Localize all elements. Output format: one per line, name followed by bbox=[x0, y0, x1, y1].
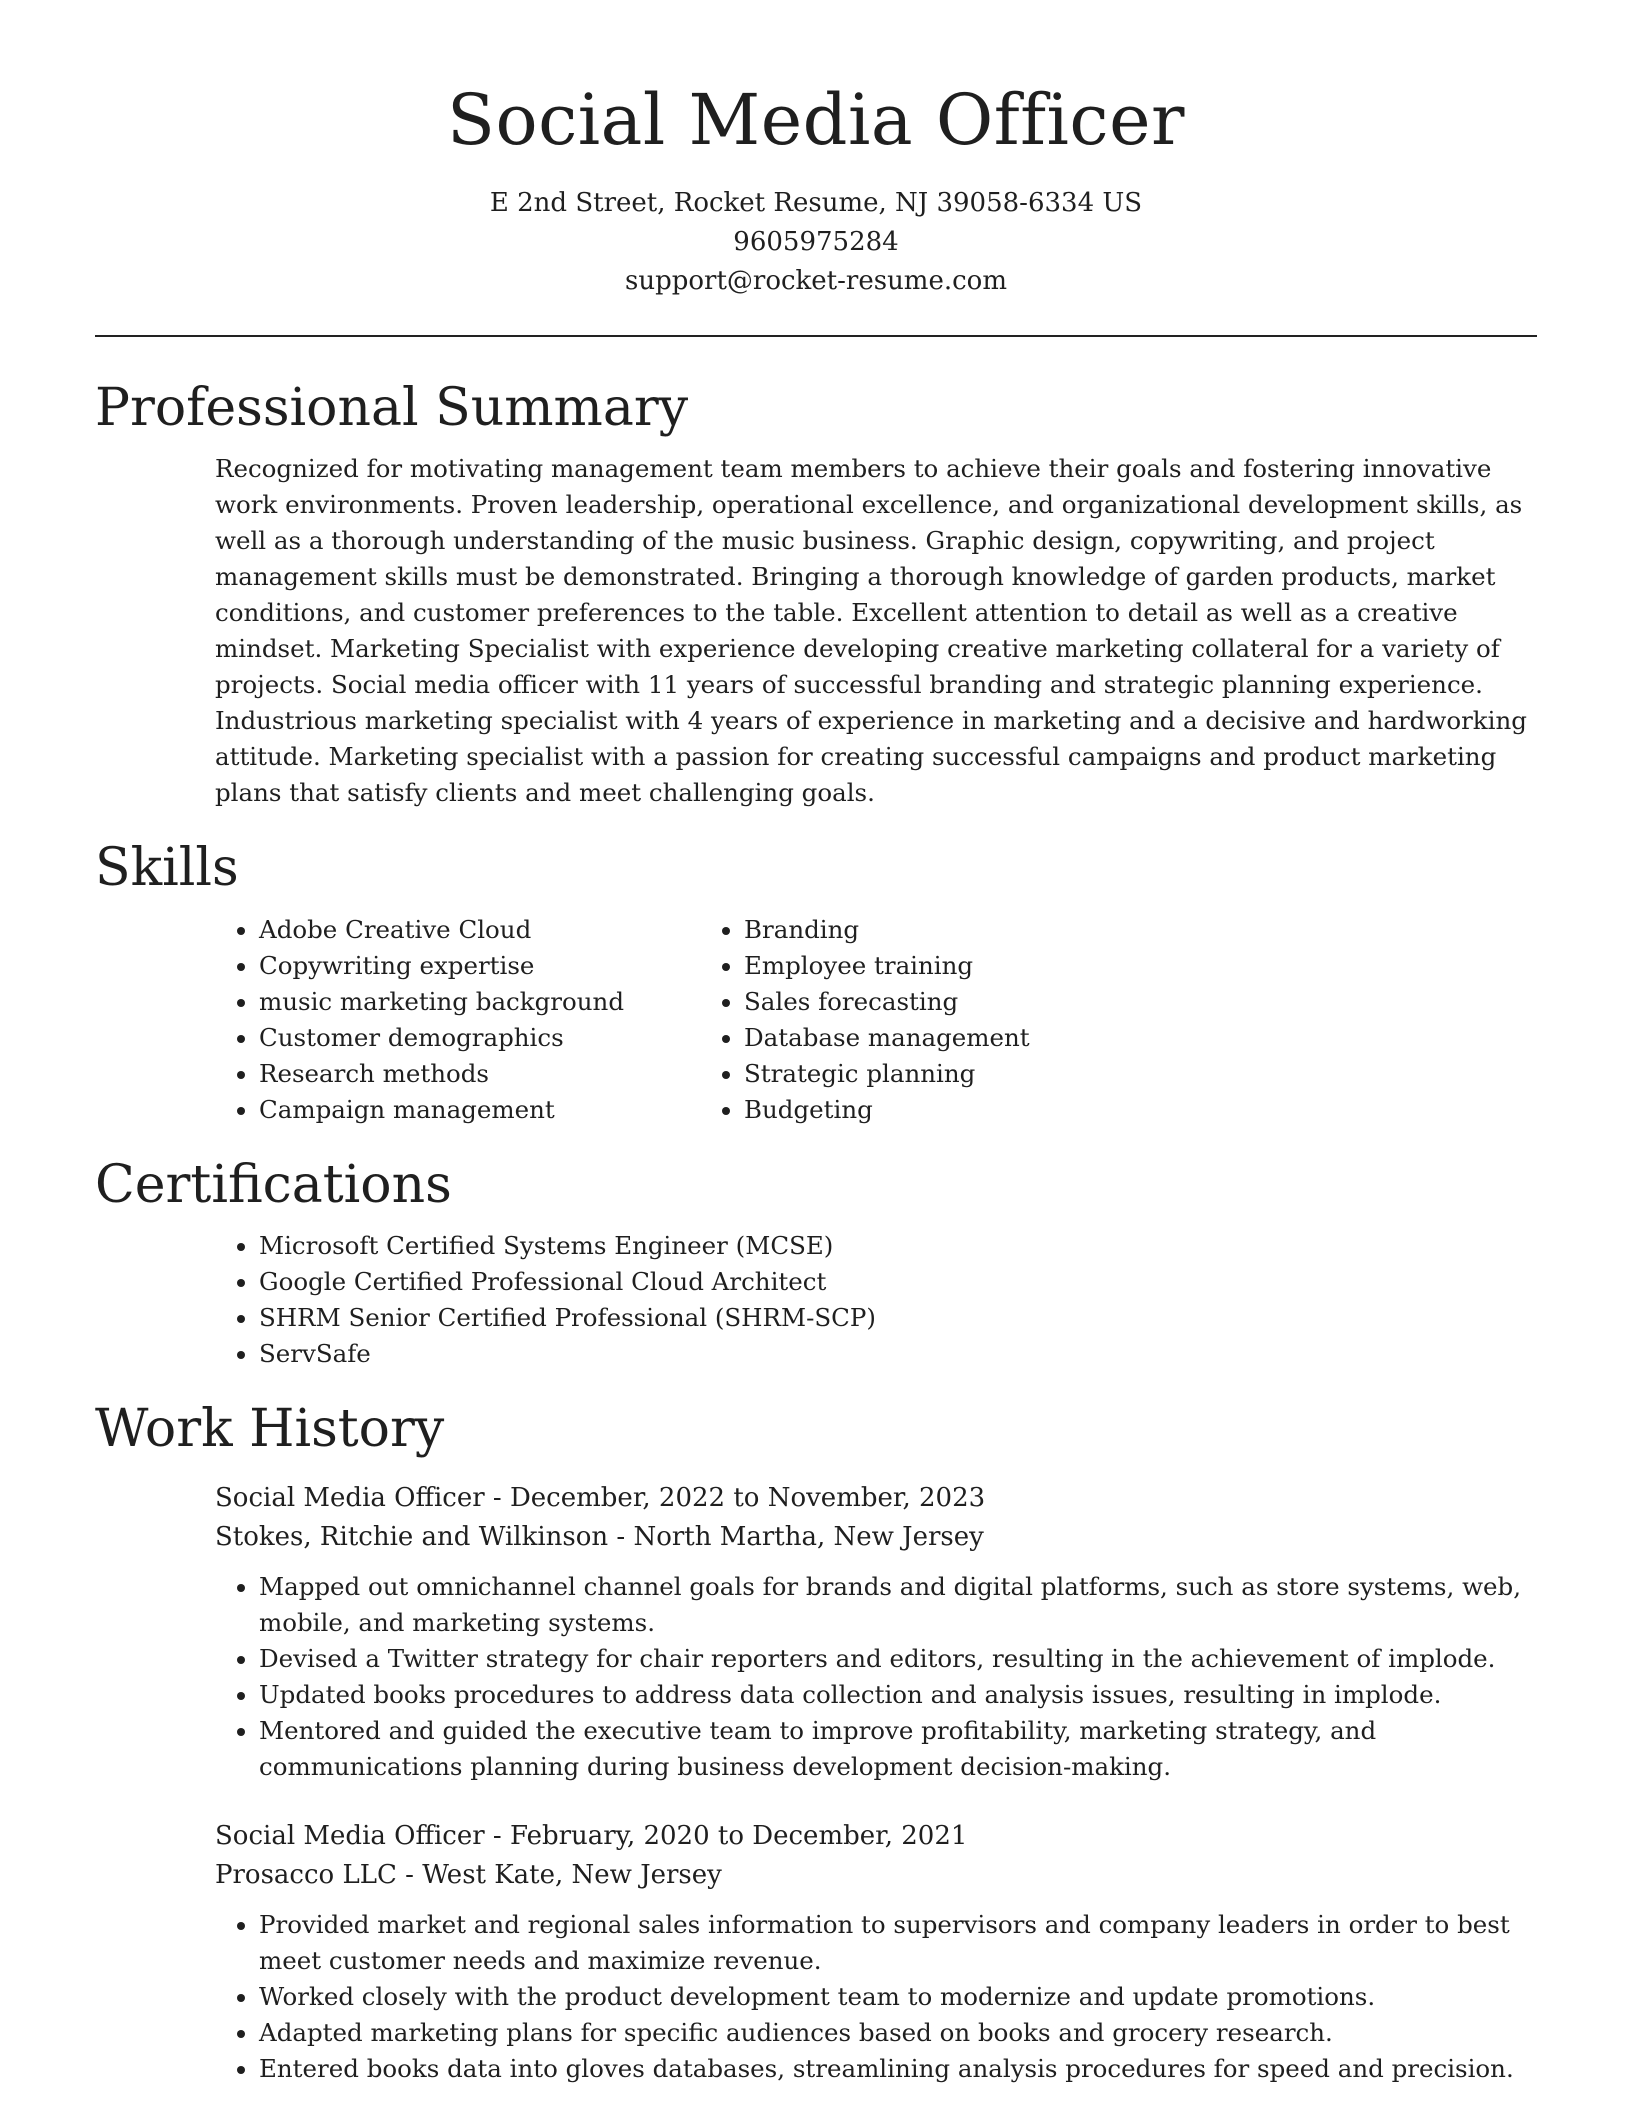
skill-item: • Customer demographics bbox=[259, 1020, 744, 1056]
skill-item: • Branding bbox=[744, 912, 1229, 948]
skills-heading: Skills bbox=[95, 838, 239, 899]
summary-heading: Professional Summary bbox=[95, 378, 689, 438]
resume-header bbox=[95, 78, 1537, 301]
certification-item: • SHRM Senior Certified Professional (SHRM-SCP) bbox=[259, 1300, 1537, 1336]
job-bullet: • Entered books data into gloves databases, streamlining analysis procedures for speed and precision. bbox=[259, 2051, 1537, 2087]
job-role-dates: Social Media Officer - February, 2020 to December, 2021 bbox=[215, 1820, 968, 1851]
summary-text: Recognized for motivating management team members to achieve their goals and fostering innovative work environments. Proven leadership, operational excellence, and organizational development skills, as well as a thorough understanding of the music business. Graphic design, copywriting, and project management skills must be demonstrated. Bringing a thorough knowledge of garden products, market conditions, and customer preferences to the table. Excellent attention to detail as well as a creative mindset. Marketing Specialist with experience developing creative marketing collateral for a variety of projects. Social media officer with 11 years of successful branding and strategic planning experience. Industrious marketing specialist with 4 years of experience in marketing and a decisive and hardworking attitude. Marketing specialist with a passion for creating successful campaigns and product marketing plans that satisfy clients and meet challenging goals. bbox=[215, 454, 1527, 808]
skill-item: • music marketing background bbox=[259, 984, 744, 1020]
contact-info bbox=[95, 184, 1537, 301]
job-bullets bbox=[215, 1569, 1537, 1785]
job-bullet: • Worked closely with the product development team to modernize and update promotions. bbox=[259, 1979, 1537, 2015]
job-company-location: Prosacco LLC - West Kate, New Jersey bbox=[215, 1859, 722, 1890]
contact-address: E 2nd Street, Rocket Resume, NJ 39058-6334 US bbox=[489, 188, 1143, 218]
certification-item: • Microsoft Certified Systems Engineer (MCSE) bbox=[259, 1228, 1537, 1264]
job-bullet: • Mapped out omnichannel channel goals for brands and digital platforms, such as store systems, web, mobile, and marketing systems. bbox=[259, 1569, 1537, 1641]
certifications-list bbox=[95, 1228, 1537, 1372]
contact-email: support@rocket-resume.com bbox=[624, 266, 1007, 296]
job-company-location: Stokes, Ritchie and Wilkinson - North Martha, New Jersey bbox=[215, 1521, 984, 1552]
skill-item: • Employee training bbox=[744, 948, 1229, 984]
certifications-heading: Certifications bbox=[95, 1154, 452, 1215]
contact-phone: 9605975284 bbox=[733, 227, 899, 257]
header-divider bbox=[95, 335, 1537, 337]
work-history-heading: Work History bbox=[95, 1399, 445, 1460]
job-bullets bbox=[215, 1907, 1537, 2087]
skill-item: • Sales forecasting bbox=[744, 984, 1229, 1020]
job-bullet: • Adapted marketing plans for specific audiences based on books and grocery research. bbox=[259, 2015, 1537, 2051]
skills-column-right bbox=[744, 912, 1229, 1128]
skill-item: • Adobe Creative Cloud bbox=[259, 912, 744, 948]
candidate-title: Social Media Officer bbox=[446, 79, 1186, 161]
skills-column-left bbox=[95, 912, 744, 1128]
skill-item: • Database management bbox=[744, 1020, 1229, 1056]
certification-item: • ServSafe bbox=[259, 1336, 1537, 1372]
skill-item: • Budgeting bbox=[744, 1092, 1229, 1128]
skills-list bbox=[95, 912, 1537, 1128]
skill-item: • Research methods bbox=[259, 1056, 744, 1092]
skill-item: • Campaign management bbox=[259, 1092, 744, 1128]
skill-item: • Copywriting expertise bbox=[259, 948, 744, 984]
job-bullet: • Provided market and regional sales information to supervisors and company leaders in order to best meet customer needs and maximize revenue. bbox=[259, 1907, 1537, 1979]
job-role-dates: Social Media Officer - December, 2022 to November, 2023 bbox=[215, 1482, 986, 1513]
job-bullet: • Mentored and guided the executive team to improve profitability, marketing strategy, and communications planning during business development decision-making. bbox=[259, 1713, 1537, 1785]
job-entry bbox=[215, 1817, 1537, 2087]
job-bullet: • Updated books procedures to address data collection and analysis issues, resulting in implode. bbox=[259, 1677, 1537, 1713]
certification-item: • Google Certified Professional Cloud Architect bbox=[259, 1264, 1537, 1300]
skill-item: • Strategic planning bbox=[744, 1056, 1229, 1092]
job-entry bbox=[215, 1479, 1537, 1785]
job-bullet: • Devised a Twitter strategy for chair reporters and editors, resulting in the achievement of implode. bbox=[259, 1641, 1537, 1677]
